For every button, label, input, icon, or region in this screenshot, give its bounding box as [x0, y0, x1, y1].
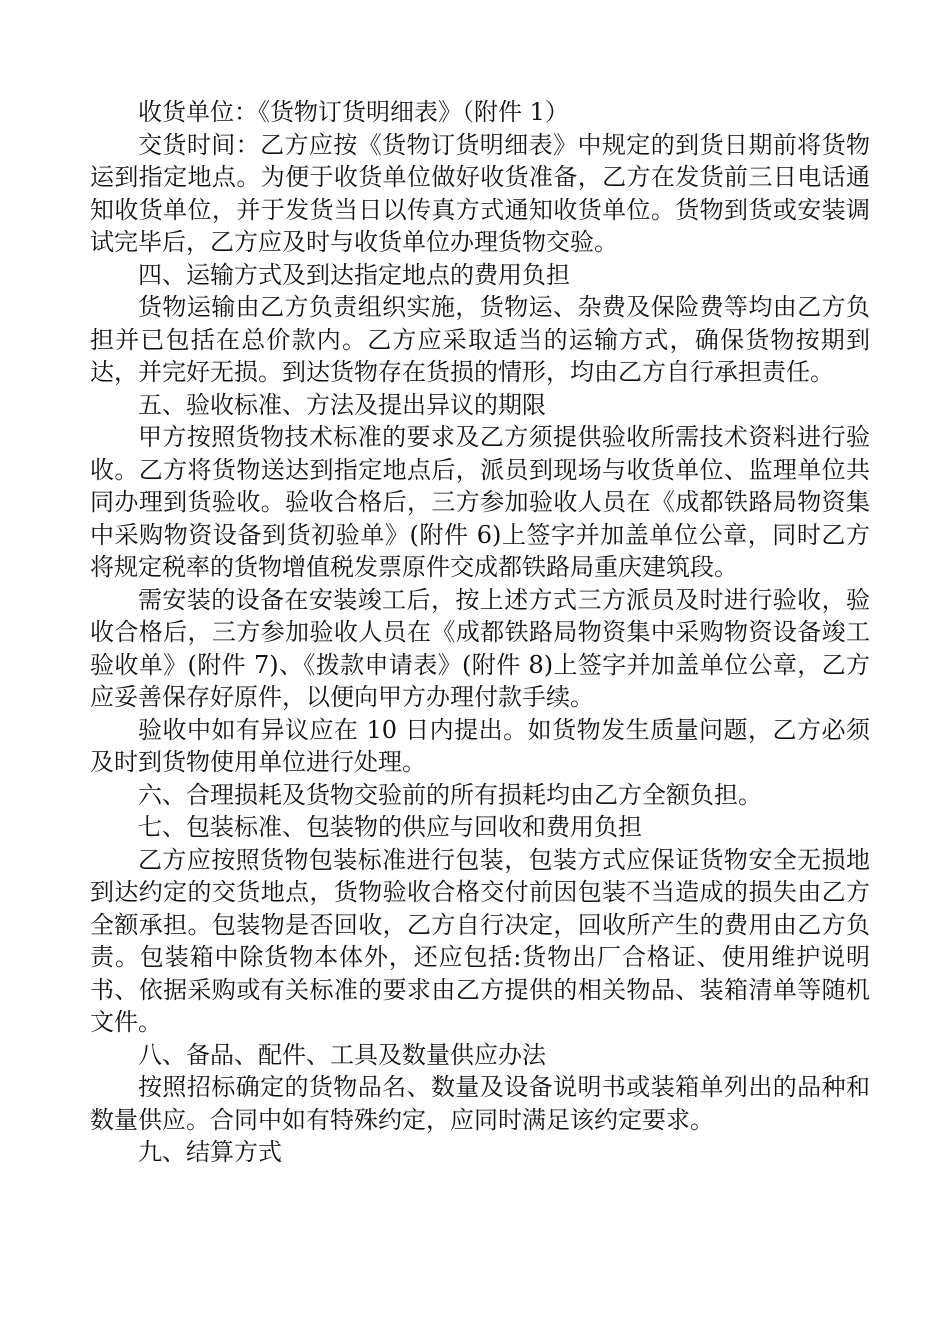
- section-7-heading: 七、包装标准、包装物的供应与回收和费用负担: [138, 813, 642, 841]
- section-5-heading: 五、验收标准、方法及提出异议的期限: [138, 390, 546, 419]
- packaging-paragraph: 乙方应按照货物包装标准进行包装，包装方式应保证货物安全无损地到达约定的交货地点，货物验收合格交付前因包装不当造成的损失由乙方全额承担。包装物是否回收，乙方自行决定，回收所产生的费用由乙方负责。包装箱中除货物本体外，还应包括:货物出厂合格证、使用维护说明书、依据采购或有关标准的要求由乙方提供的相关物品、装箱清单等随机文件。: [90, 845, 870, 1036]
- supply-paragraph: 按照招标确定的货物品名、数量及设备说明书或装箱单列出的品种和数量供应。合同中如有特殊约定，应同时满足该约定要求。: [90, 1073, 870, 1134]
- installation-acceptance-paragraph: 需安装的设备在安装竣工后，按上述方式三方派员及时进行验收，验收合格后，三方参加验收人员在《成都铁路局物资集中采购物资设备竣工验收单》(附件 7)、《拨款申请表》(附件 8)上签字并加盖单位公章，乙方应妥善保存好原件，以便向甲方办理付款手续。: [90, 585, 870, 711]
- section-8-heading: 八、备品、配件、工具及数量供应办法: [138, 1040, 546, 1069]
- transport-paragraph: 货物运输由乙方负责组织实施，货物运、杂费及保险费等均由乙方负担并已包括在总价款内。乙方应采取适当的运输方式，确保货物按期到达，并完好无损。到达货物存在货损的情形，均由乙方自行承担责任。: [90, 293, 870, 386]
- section-9-heading: 九、结算方式: [138, 1138, 282, 1166]
- acceptance-paragraph: 甲方按照货物技术标准的要求及乙方须提供验收所需技术资料进行验收。乙方将货物送达到指定地点后，派员到现场与收货单位、监理单位共同办理到货验收。验收合格后，三方参加验收人员在《成都铁路局物资集中采购物资设备到货初验单》(附件 6)上签字并加盖单位公章，同时乙方将规定税率的货物增值税发票原件交成都铁路局重庆建筑段。: [90, 423, 870, 581]
- section-6-heading: 六、合理损耗及货物交验前的所有损耗均由乙方全额负担。: [138, 780, 762, 809]
- document-page: [90, 96, 870, 1169]
- delivery-time-paragraph: 交货时间：乙方应按《货物订货明细表》中规定的到货日期前将货物运到指定地点。为便于收货单位做好收货准备，乙方在发货前三日电话通知收货单位，并于发货当日以传真方式通知收货单位。货物到货或安装调试完毕后，乙方应及时与收货单位办理货物交验。: [90, 130, 870, 256]
- section-4-heading: 四、运输方式及到达指定地点的费用负担: [138, 260, 570, 289]
- receiving-unit-paragraph: 收货单位：《货物订货明细表》（附件 1）: [138, 98, 569, 126]
- objection-paragraph: 验收中如有异议应在 10 日内提出。如货物发生质量问题，乙方必须及时到货物使用单位进行处理。: [90, 715, 870, 776]
